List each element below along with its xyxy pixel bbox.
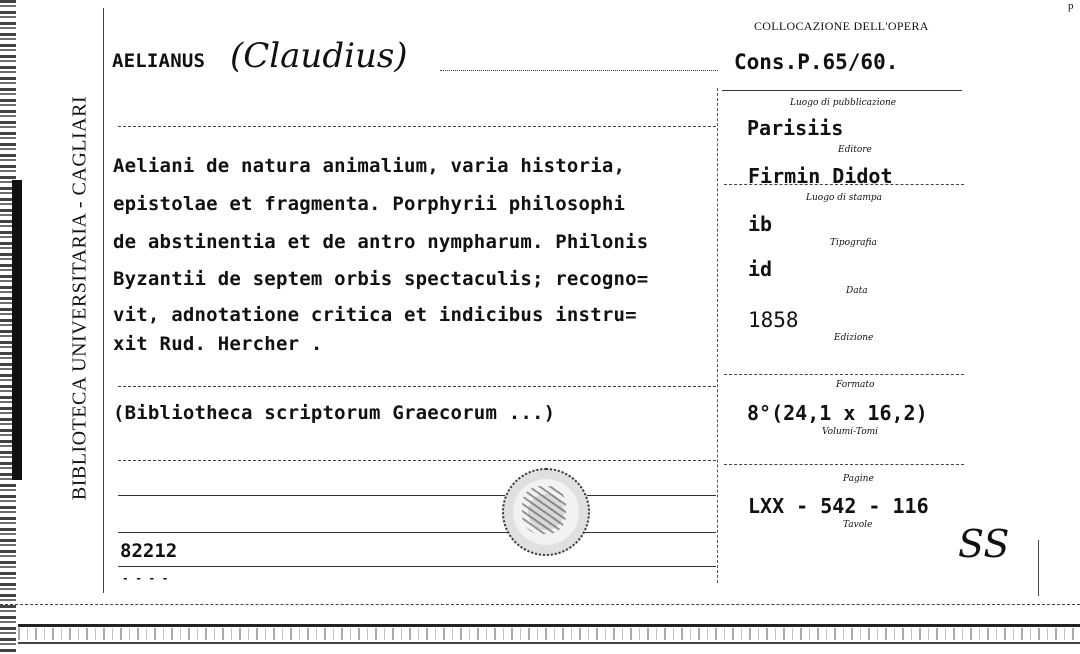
right-column-divider: [717, 88, 718, 583]
library-side-header: BIBLIOTECA UNIVERSITARIA - CAGLIARI: [68, 95, 91, 501]
right-edge-stroke: [1038, 540, 1039, 596]
value-luogo-stampa: ib: [748, 212, 773, 236]
label-luogo-stampa: Luogo di stampa: [806, 193, 882, 203]
right-column-top-rule: [722, 90, 962, 91]
description-line-3: de abstinentia et de antro nympharum. Philonis: [113, 231, 649, 253]
card-left-edge-dark: [12, 180, 22, 480]
description-line-1: Aeliani de natura animalium, varia historia,: [113, 155, 626, 177]
description-line-5: vit, adnotatione critica et indicibus instru=: [113, 304, 637, 326]
value-data: 1858: [748, 308, 799, 332]
label-editore: Editore: [838, 145, 872, 155]
library-stamp-inner: [522, 486, 566, 534]
inventory-dashes: - - - -: [122, 572, 169, 585]
author-typed: AELIANUS: [112, 50, 206, 72]
label-tavole: Tavole: [843, 520, 873, 530]
value-pagine: LXX - 542 - 116: [748, 494, 929, 518]
rule-below-author: [118, 126, 716, 127]
label-pagine: Pagine: [843, 474, 874, 484]
label-tipografia: Tipografia: [830, 238, 877, 248]
card-bottom-edge-2: [18, 642, 1080, 644]
shelfmark: Cons.P.65/60.: [734, 50, 899, 74]
rule-editore: [724, 184, 964, 185]
author-handwritten: (Claudius): [230, 36, 408, 76]
handwritten-mark: SS: [958, 522, 1010, 566]
label-edizione: Edizione: [834, 333, 874, 343]
author-dash-line: [440, 70, 718, 71]
inventory-underline: [118, 566, 716, 567]
value-formato: 8°(24,1 x 16,2): [747, 401, 928, 425]
value-editore: Firmin Didot: [748, 164, 893, 188]
inventory-number: 82212: [120, 540, 178, 562]
card-bottom-edge: [18, 624, 1080, 627]
value-luogo-pubblicazione: Parisiis: [747, 116, 844, 140]
card-bottom-texture: [18, 628, 1080, 640]
label-data: Data: [846, 286, 868, 296]
series-statement: (Bibliotheca scriptorum Graecorum ...): [113, 402, 556, 424]
main-vertical-rule: [103, 8, 104, 593]
rule-formato: [724, 464, 964, 465]
collocazione-header: COLLOCAZIONE DELL'OPERA: [754, 19, 929, 33]
description-line-6: xit Rud. Hercher .: [113, 333, 323, 355]
value-tipografia: id: [748, 257, 773, 281]
label-volumi-tomi: Volumi-Tomi: [822, 427, 879, 437]
description-line-2: epistolae et fragmenta. Porphyrii philosophi: [113, 193, 626, 215]
rule-3-below-series: [118, 532, 716, 533]
label-formato: Formato: [836, 380, 875, 390]
rule-below-description: [118, 386, 716, 387]
description-line-4: Byzantii de septem orbis spectaculis; recogno=: [113, 268, 649, 290]
rule-2-below-series: [118, 495, 716, 496]
rule-edizione: [724, 374, 964, 375]
rule-1-below-series: [118, 460, 716, 461]
card-bottom-edge-dashed: [0, 604, 1080, 605]
label-luogo-pubblicazione: Luogo di pubblicazione: [790, 98, 897, 108]
corner-letter: p: [1068, 0, 1074, 12]
